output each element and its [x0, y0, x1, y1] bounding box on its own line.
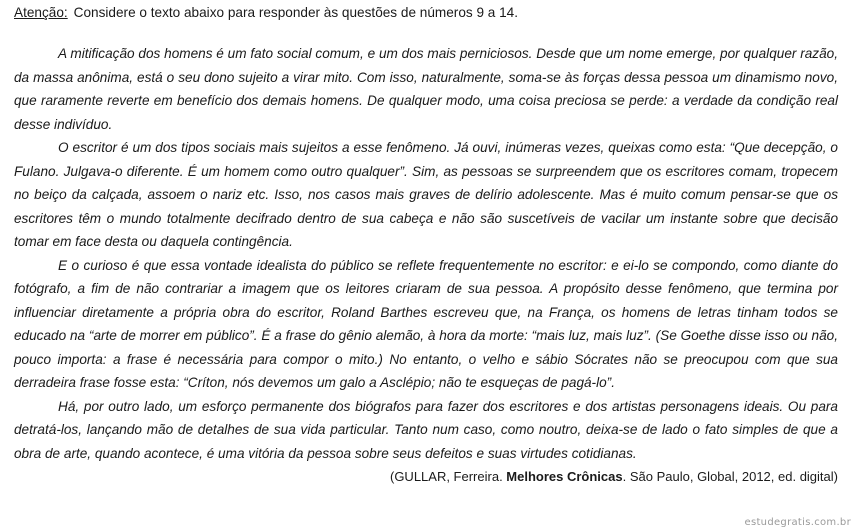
- citation: [14, 467, 838, 487]
- paragraph-1: A mitificação dos homens é um fato social comum, e um dos mais perniciosos. Desde que um nome emerge, por qualquer razão, da massa anônima, está o seu dono sujeito a virar mito. Com isso, naturalmente, soma-se às forças dessa pessoa um dinamismo novo, que raramente reverte em benefício dos demais homens. De qualquer modo, uma coisa preciosa se perde: a verdade da condição real desse indivíduo.: [14, 46, 838, 132]
- attention-label: Atenção:: [14, 5, 68, 20]
- attention-text: Considere o texto abaixo para responder às questões de números 9 a 14.: [73, 5, 519, 20]
- paragraph-2: O escritor é um dos tipos sociais mais sujeitos a esse fenômeno. Já ouvi, inúmeras vezes, queixas como esta: “Que decepção, o Fulano. Julgava-o diferente. É um homem como outro qualquer”. Sim, as pessoas se surpreendem que os escritores comam, tropecem no beiço da calçada, assoem o nariz etc. Isso, nos casos mais graves de delírio adolescente. Mas é muito comum pensar-se que os escritores têm o mundo totalmente decifrado dentro de sua cabeça e não são suscetíveis de vacilar um instante sobre que decisão tomar em face desta ou daquela contingência.: [14, 140, 838, 249]
- attention-notice: [14, 4, 838, 21]
- citation-author: (GULLAR, Ferreira.: [389, 469, 507, 484]
- watermark: estudegratis.com.br: [744, 517, 851, 528]
- citation-title: Melhores Crônicas: [506, 469, 623, 484]
- citation-publisher: . São Paulo, Global, 2012, ed. digital): [622, 469, 838, 484]
- paragraph-3: E o curioso é que essa vontade idealista do público se reflete frequentemente no escritor: e ei-lo se compondo, como diante do fotógrafo, a fim de não contrariar a imagem que os leitores criaram de sua pessoa. A propósito desse fenômeno, que termina por influenciar diretamente a própria obra do escritor, Roland Barthes escreveu que, na França, os homens de letras tinham todos se educado na “arte de morrer em público”. É a frase do gênio alemão, à hora da morte: “mais luz, mais luz”. (Se Goethe disse isso ou não, pouco importa: a frase é necessária para compor o mito.) No entanto, o velho e sábio Sócrates não se preocupou com que sua derradeira frase fosse esta: “Críton, nós devemos um galo a Asclépio; não te esqueças de pagá-lo”.: [14, 257, 838, 390]
- text-body: [14, 42, 838, 487]
- document: [14, 0, 838, 487]
- paragraph-4: Há, por outro lado, um esforço permanente dos biógrafos para fazer dos escritores e dos artistas personagens ideais. Ou para detratá-los, lançando mão de detalhes de sua vida particular. Tanto num caso, como noutro, deixa-se de lado o fato simples de que a obra de arte, quando acontece, é uma vitória da pessoa sobre seus defeitos e suas virtudes cotidianas.: [14, 398, 838, 461]
